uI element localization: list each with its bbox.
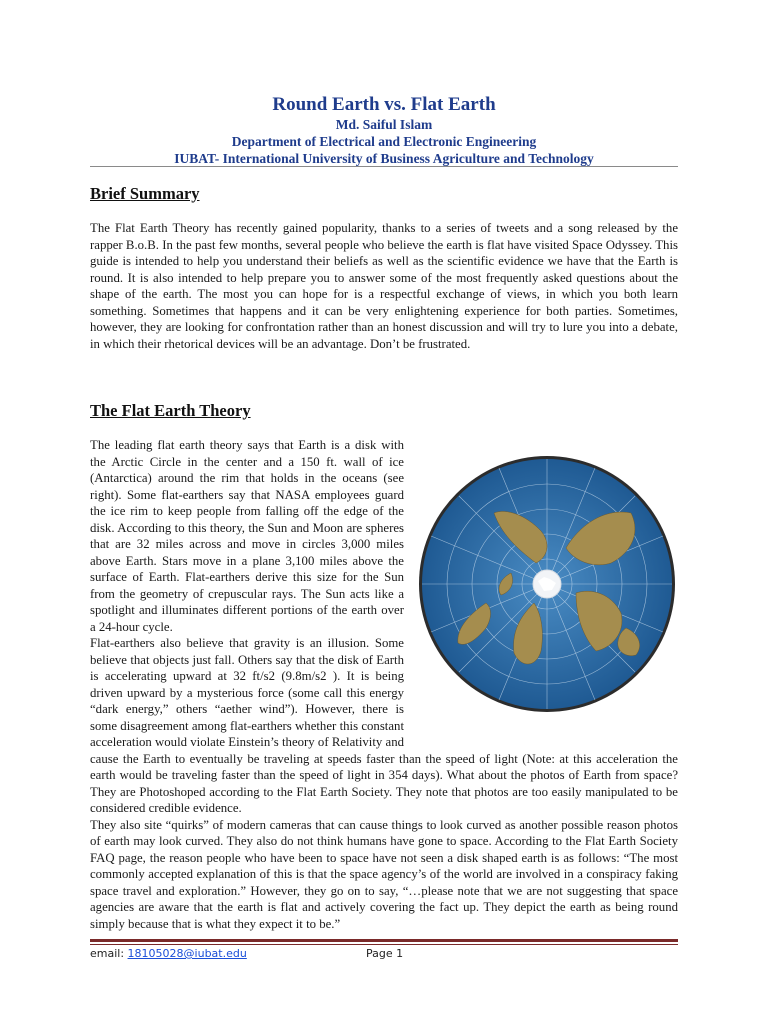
flat-earth-map-icon xyxy=(416,453,678,715)
university-name: IUBAT- International University of Business Agriculture and Technology xyxy=(174,151,594,166)
footer-email-label: email: xyxy=(90,947,128,960)
flat-earth-paragraph-3: They also site “quirks” of modern cameras that can cause things to look curved as another possible reason photos of earth may look curved. They also do not think humans have gone to space. According to the Flat Earth Society FAQ page, the reason people who have been to space have not seen a disk shaped earth is as follows: “The most commonly accepted explanation of this is that the space agency’s of the world are involved in a conspiracy faking space travel and exploration.” However, they go on to say, “…please note that we are not suggesting that space agencies are aware that the earth is flat and actively covering the fact up. They depict the earth as being round simply because that is what they expect it to be.” xyxy=(90,817,678,931)
document-title: Round Earth vs. Flat Earth xyxy=(272,94,496,115)
footer-page-number: Page 1 xyxy=(366,947,404,960)
footer-email-link[interactable]: 18105028@iubat.edu xyxy=(127,947,247,960)
summary-paragraph: The Flat Earth Theory has recently gained popularity, thanks to a series of tweets and a song released by the rapper B.o.B. In the past few months, several people who believe the earth is flat have visited Space Odyssey. This guide is intended to help you understand their beliefs as well as the scientific evidence we have that the Earth is round. It is also intended to help prepare you to answer some of the most frequently asked questions about the shape of the earth. The most you can hope for is a respectful exchange of views, in which you both learn something. Sometimes that happens and it can be very enlightening experience for both parties. Sometimes, however, they are looking for confrontation rather than an honest discussion and will try to lure you into a debate, in which their rhetorical devices will be an advantage. Don’t be frustrated. xyxy=(90,221,678,351)
footer-email xyxy=(90,947,247,960)
author-name: Md. Saiful Islam xyxy=(335,117,433,132)
title-block xyxy=(90,94,678,167)
footer-rule-thick xyxy=(90,939,678,942)
flat-earth-map-figure xyxy=(412,453,684,741)
footer-rule-thin xyxy=(90,944,678,945)
department-name: Department of Electrical and Electronic Engineering xyxy=(231,134,537,149)
flat-earth-paragraph-2: Flat-earthers also believe that gravity is an illusion. Some believe that objects just fall. Others say that the disk of Earth is accelerating upward at 32 ft/s2 (9.8m/s2 ). It is being driven upward by a mysterious force (some call this energy “dark energy,” others “aether wind”). However, there is some disagreement among flat-earthers whether this constant acceleration would violate Einstein’s theory of Relativity and cause the Earth to eventually be traveling at speeds faster than the speed of light (Note: at this acceleration the earth would be traveling faster than the speed of light in 354 days). What about the photos of Earth from space? They are Photoshoped according to the Flat Earth Society. They note that photos are too easily manipulated to be considered credible evidence. xyxy=(90,636,678,815)
section-heading-summary: Brief Summary xyxy=(90,184,200,203)
flat-earth-body xyxy=(90,437,678,932)
title-divider xyxy=(90,166,678,167)
flat-earth-paragraph-1 xyxy=(90,437,678,635)
flat-earth-paragraph-1-text: The leading flat earth theory says that Earth is a disk with the Arctic Circle in the center and a 150 ft. wall of ice (Antarctica) around the rim that holds in the oceans (see right). Some flat-earthers say that NASA employees guard the ice rim to keep people from falling off the edge of the disk. According to this theory, the Sun and Moon are spheres that are 32 miles across and move in circles 3,000 miles above Earth. Stars move in a plane 3,100 miles above the surface of Earth. Flat-earthers derive this size for the Sun from the geometry of crepuscular rays. The Sun acts like a spotlight and illuminates different portions of the earth over a 24-hour cycle. xyxy=(90,438,404,634)
section-heading-flat-earth: The Flat Earth Theory xyxy=(90,401,251,420)
